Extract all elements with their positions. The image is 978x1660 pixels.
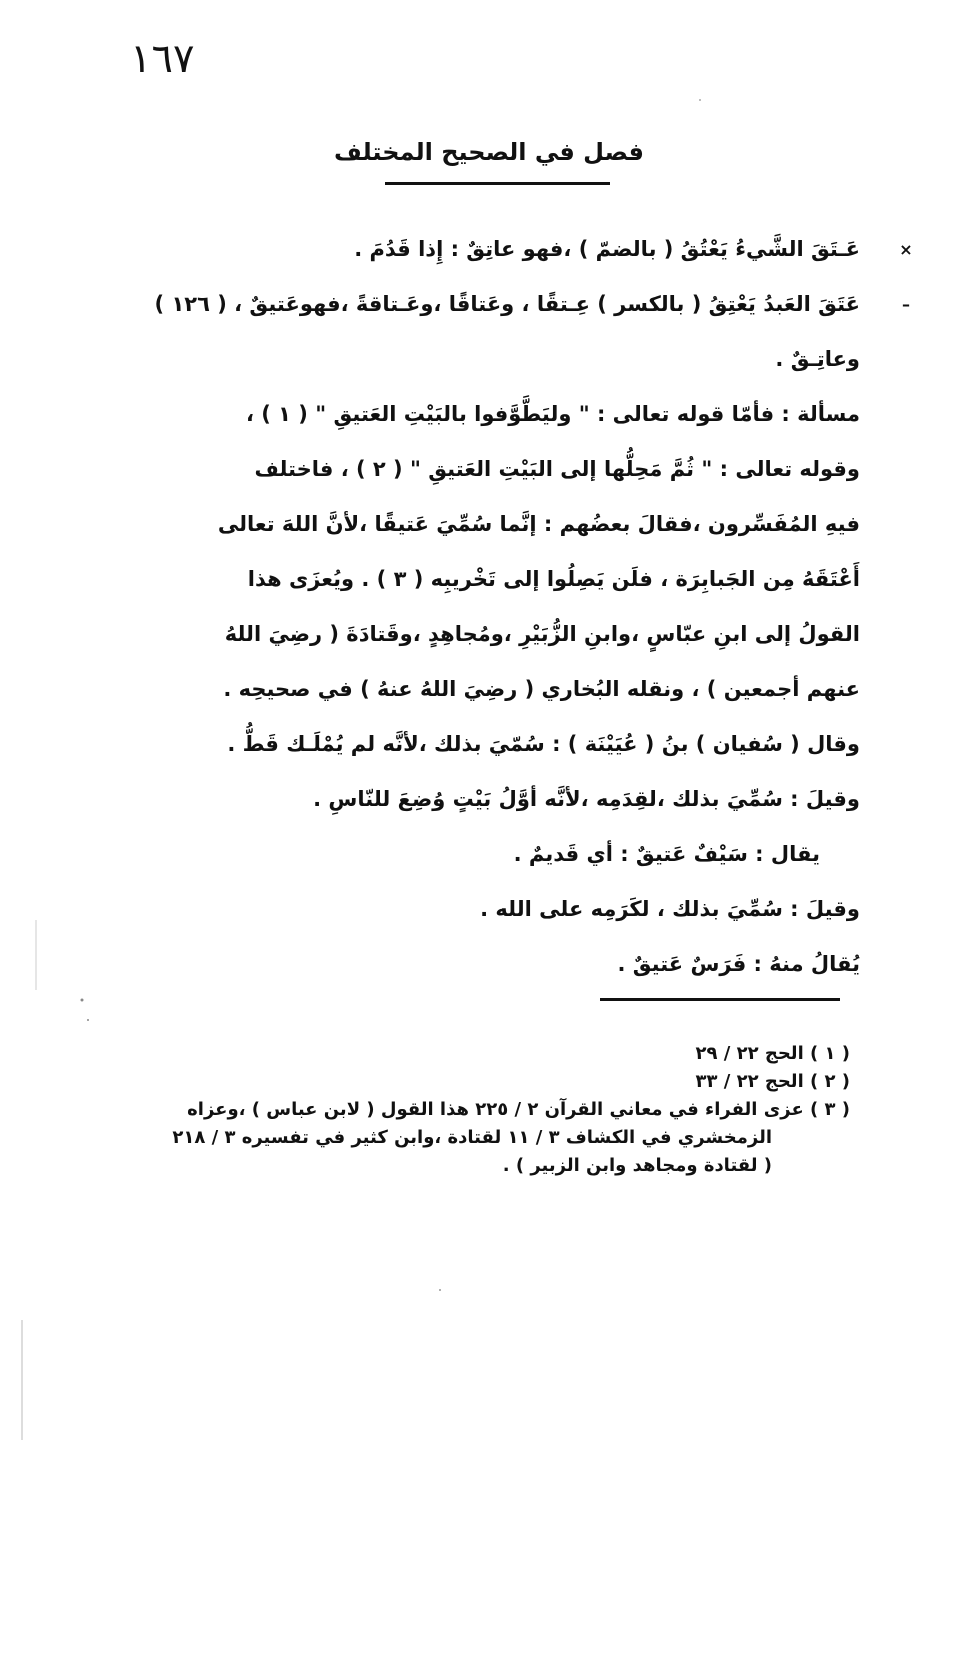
- body-text: [60, 222, 913, 992]
- footnote-separator: [600, 998, 840, 1001]
- body-line-7: [60, 552, 860, 607]
- body-line-13: [60, 882, 860, 937]
- body-line-text: عَـتَقَ الشَّيءُ يَعْتُقُ ( بالضمّ ) ،فهو عاتِقٌ : إِذا قَدُمَ .: [354, 237, 860, 261]
- body-line-text: وقال ( سُفيان ) بنُ ( عُيَيْنَة ) : سُمّيَ بذلك ،لأنَّه لم يُمْلَـك قَطُّ .: [227, 732, 860, 756]
- body-line-text: وقوله تعالى : " ثُمَّ مَحِلُّها إلى البَيْتِ العَتيقِ " ( ٢ ) ، فاختلف: [254, 457, 860, 481]
- body-line-text: عنهم أجمعين ) ، ونقله البُخاري ( رضِيَ اللهُ عنهُ ) في صحيحِه .: [223, 677, 860, 701]
- heading-underline: [385, 182, 610, 185]
- body-line-text: أَعْتَقَهُ مِن الجَبابِرَة ، فلَن يَصِلُوا إلى تَخْريبِه ( ٣ ) . ويُعزَى هذا: [247, 567, 860, 591]
- body-line-text: يقال : سَيْفٌ عَتيقٌ : أي قَديمٌ .: [513, 842, 820, 866]
- body-line-9: [60, 662, 860, 717]
- footnotes: [90, 1040, 850, 1180]
- body-line-text: يُقالُ منهُ : فَرَسٌ عَتيقٌ .: [617, 952, 860, 976]
- entry-marker: ×: [899, 240, 913, 259]
- section-heading: فصل في الصحيح المختلف: [334, 138, 644, 166]
- footnote-1: ( ١ ) الحج ٢٢ / ٢٩: [695, 1043, 850, 1064]
- entry-marker: –: [902, 295, 910, 314]
- body-line-3: [60, 332, 860, 387]
- body-line-10: [60, 717, 860, 772]
- body-line-text: القولُ إلى ابنِ عبّاسٍ ،وابنِ الزُّبَيْرِ ،ومُجاهِدٍ ،وقَتادَةَ ( رضِيَ اللهُ: [224, 622, 860, 646]
- body-line-2: [60, 277, 910, 332]
- body-line-5: [60, 442, 860, 497]
- body-line-4: [60, 387, 860, 442]
- page-number: ١٦٧: [130, 36, 195, 82]
- body-line-12: [60, 827, 860, 882]
- body-line-text: وقيلَ : سُمِّيَ بذلك ، لكَرَمِه على الله .: [480, 897, 860, 921]
- footnote-3-continuation-2: ( لقتادة ومجاهد وابن الزبير ) .: [502, 1155, 772, 1176]
- body-line-text: وعاتِـقٌ .: [775, 347, 860, 371]
- body-line-14: [60, 937, 860, 992]
- body-line-text: مسألة : فأمّا قوله تعالى : " وليَطَّوَّفوا بالبَيْتِ العَتيقِ " ( ١ ) ،: [245, 402, 860, 426]
- footnote-3-continuation: الزمخشري في الكشاف ٣ / ١١ لقتادة ،وابن كثير في تفسيره ٣ / ٢١٨: [172, 1127, 772, 1148]
- body-line-8: [60, 607, 860, 662]
- body-line-text: عَتَقَ العَبدُ يَعْتِقُ ( بالكسر ) عِـتقًا ، وعَتاقًا ،وعَـتاقةً ،فهوعَتيقٌ ، ( ١٢٦ ): [154, 292, 860, 316]
- body-line-11: [60, 772, 860, 827]
- footnote-2: ( ٢ ) الحج ٢٢ / ٣٣: [695, 1071, 850, 1092]
- body-line-1: [60, 222, 913, 277]
- body-line-text: وقيلَ : سُمِّيَ بذلك ،لقِدَمِه ،لأنَّه أوَّلُ بَيْتٍ وُضِعَ للنّاسِ .: [313, 787, 860, 811]
- footnote-3: ( ٣ ) عزى الفراء في معاني القرآن ٢ / ٢٢٥ هذا القول ( لابن عباس ) ،وعزاه: [187, 1099, 850, 1120]
- body-line-6: [60, 497, 860, 552]
- body-line-text: فيهِ المُفَسِّرون ،فقالَ بعضُهم : إنَّما سُمِّيَ عَتيقًا ،لأنَّ اللهَ تعالى: [217, 512, 860, 536]
